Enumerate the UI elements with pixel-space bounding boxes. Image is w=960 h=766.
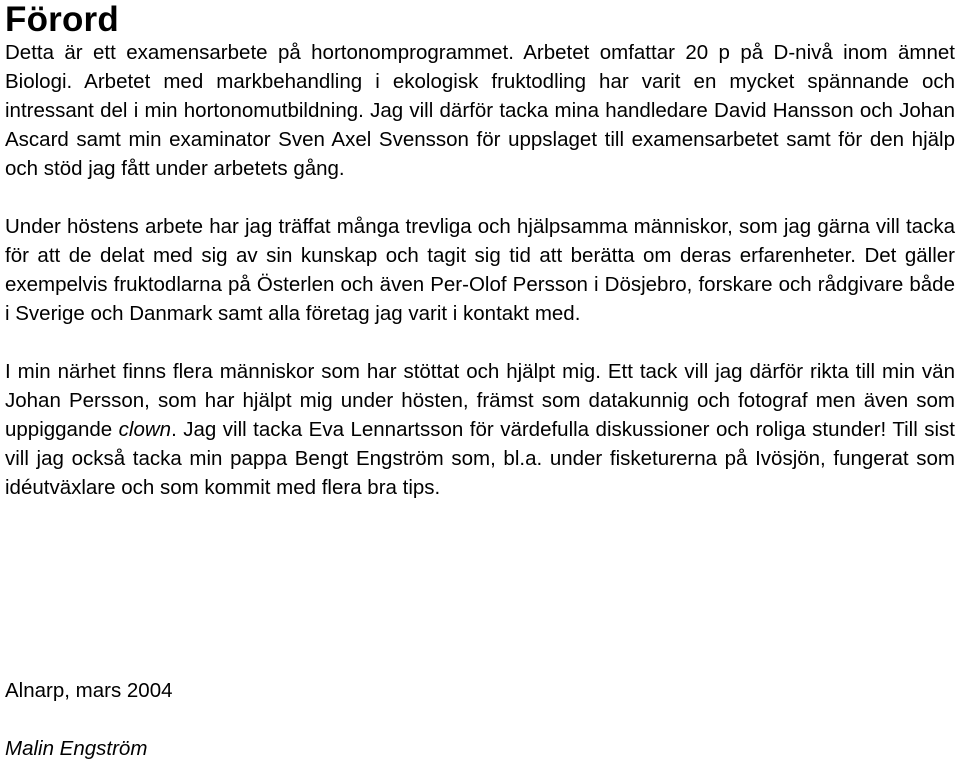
paragraph-text-before-italic: I min närhet finns flera människor som har stöttat och hjälpt mig. Ett tack vill jag därför rikta till min vän Johan Persson, som har hjälpt mig under hösten, främst som datakunnig och fotograf men även som uppiggande xyxy=(5,360,955,441)
paragraph-acknowledgements-personal xyxy=(5,357,955,502)
document-page xyxy=(5,0,955,760)
page-title: Förord xyxy=(5,0,119,39)
italic-word: clown xyxy=(118,418,172,441)
paragraph-introduction: Detta är ett examensarbete på hortonomprogrammet. Arbetet omfattar 20 p på D-nivå inom ämnet Biologi. Arbetet med markbehandling i ekologisk fruktodling har varit en mycket spännande och intressant del i min hortonomutbildning. Jag vill därför tacka mina handledare David Hansson och Johan Ascard samt min examinator Sven Axel Svensson för uppslaget till examensarbetet samt för den hjälp och stöd jag fått under arbetets gång. xyxy=(5,41,955,180)
paragraph-acknowledgements-autumn: Under höstens arbete har jag träffat många trevliga och hjälpsamma människor, som jag gärna vill tacka för att de delat med sig av sin kunskap och tagit sig tid att berätta om deras erfarenheter. Det gäller exempelvis fruktodlarna på Österlen och även Per-Olof Persson i Dösjebro, forskare och rådgivare både i Sverige och Danmark samt alla företag jag varit i kontakt med. xyxy=(5,215,955,325)
place-and-date: Alnarp, mars 2004 xyxy=(5,679,173,702)
paragraph-text-after-italic: . Jag vill tacka Eva Lennartsson för värdefulla diskussioner och roliga stunder! Till sist vill jag också tacka min pappa Bengt Engström som, bl.a. under fisketurerna på Ivösjön, fungerat som idéutväxlare och som kommit med flera bra tips. xyxy=(5,418,955,499)
author-signature: Malin Engström xyxy=(5,737,148,760)
